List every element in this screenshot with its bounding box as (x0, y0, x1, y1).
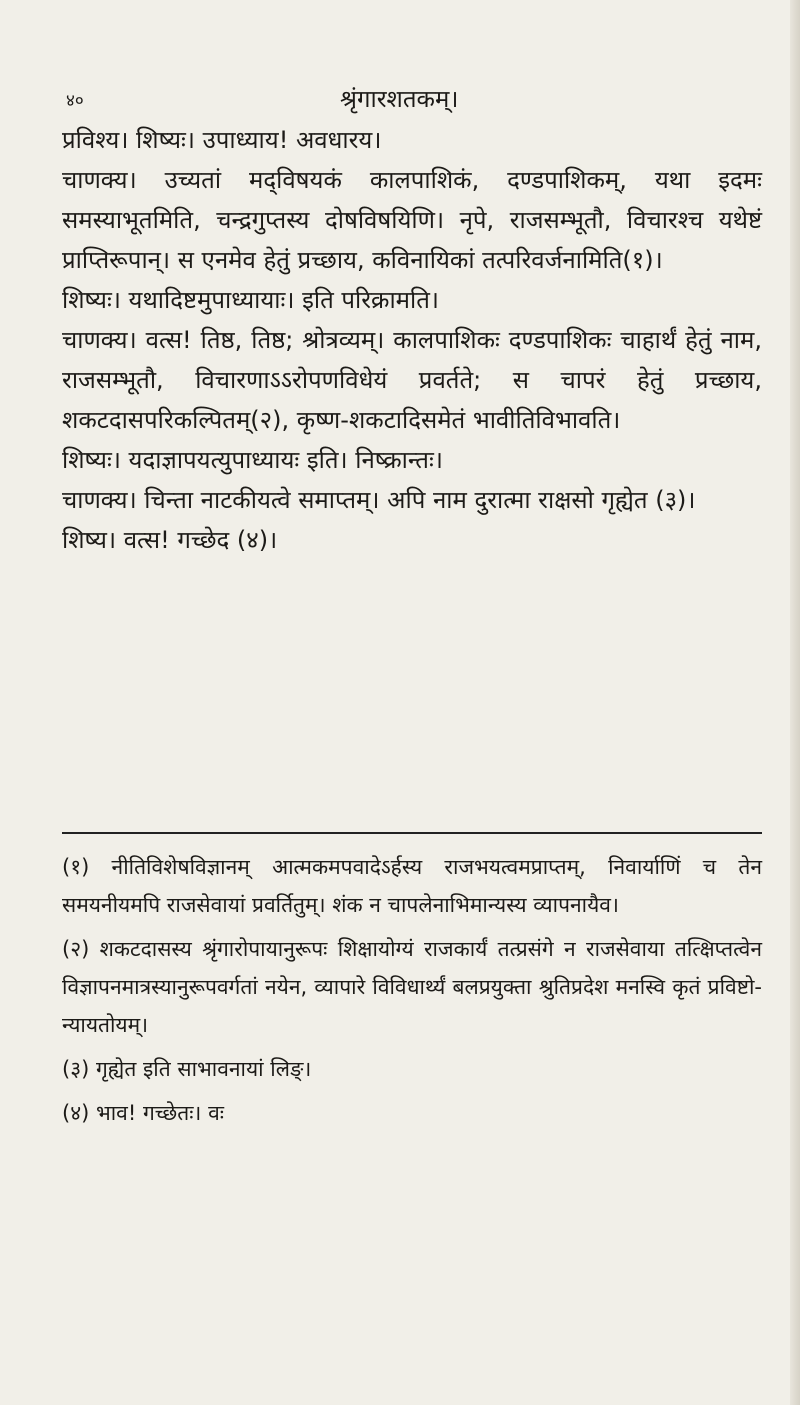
footnotes (62, 848, 762, 1138)
page-number: ४० (66, 91, 84, 111)
paragraph: चाणक्य। उच्यतां मद्‌विषयकं कालपाशिकं, दण्डपाशिकम्, यथा इदमः समस्याभूतमिति, चन्द्रगुप्तस्य दोषविषयिणि। नृपे, राजसम्भूतौ, विचारश्च यथेष्टं प्राप्तिरूपान्। स एनमेव हेतुं प्रच्छाय, कविनायिकां तत्परिवर्जनामिति(१)। (62, 166, 762, 274)
footnote: (४) भाव! गच्छेतः। वः (62, 1101, 224, 1125)
footnote: (३) गृह्येत इति साभावनायां लिङ्। (62, 1057, 312, 1081)
paragraph: शिष्यः। यदाज्ञापयत्युपाध्यायः इति। निष्क्रान्तः। (62, 446, 443, 474)
main-text (62, 120, 762, 560)
paragraph: शिष्य। वत्स! गच्छेद (४)। (62, 526, 278, 554)
paragraph: चाणक्य। चिन्ता नाटकीयत्वे समाप्तम्। अपि नाम दुरात्मा राक्षसो गृह्येत (३)। (62, 486, 696, 514)
paragraph: चाणक्य। वत्स! तिष्ठ, तिष्ठ; श्रोत्रव्यम्। कालपाशिकः दण्डपाशिकः चाहार्थं हेतुं नाम, राजसम्भूतौ, विचारणाऽऽरोपणविधेयं प्रवर्तते; स चापरं हेतुं प्रच्छाय, शकटदासपरिकल्पितम्(२), कृष्ण-शकटादिसमेतं भावीतिविभावति। (62, 326, 762, 434)
page-edge-shadow (790, 0, 800, 1405)
paragraph: प्रविश्य। शिष्यः। उपाध्याय! अवधारय। (62, 126, 382, 154)
footnote-divider (62, 832, 762, 834)
footnote: (२) शकटदासस्य श्रृंगारोपायानुरूपः शिक्षायोग्यं राजकार्यं तत्प्रसंगे न राजसेवाया तत्क्षिप्तत्वेन विज्ञापनमात्रस्यानुरूपवर्गतां नयेन, व्यापारे विविधार्थ्यं बलप्रयुक्ता श्रुतिप्रदेश मनस्वि कृतं प्रविष्टो-न्यायतोयम्। (62, 937, 762, 1037)
paragraph: शिष्यः। यथादिष्टमुपाध्यायाः। इति परिक्रामति। (62, 286, 440, 314)
running-head: श्रृंगारशतकम्। (340, 85, 459, 113)
footnote: (१) नीतिविशेषविज्ञानम् आत्मकमपवादेऽर्हस्य राजभयत्वमप्राप्तम्, निवार्याणिं च तेन समयनीयमपि राजसेवायां प्रवर्तितुम्। शंक न चापलेनाभिमान्यस्य व्यापनायैव। (62, 855, 762, 917)
